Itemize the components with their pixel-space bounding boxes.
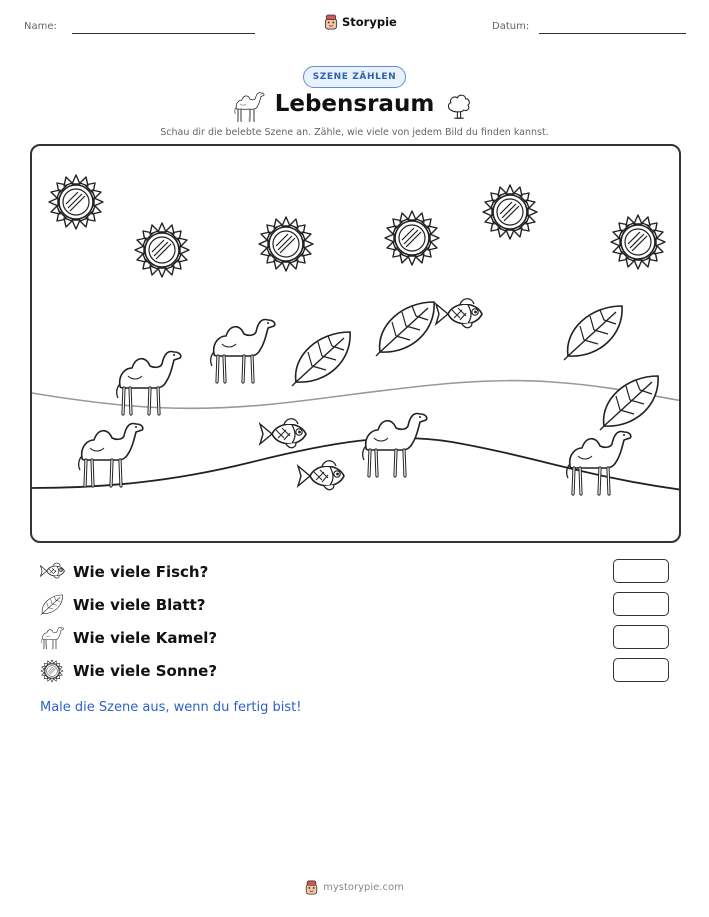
instructions: Schau dir die belebte Szene an. Zähle, wie viele von jedem Bild du finden kannst. [160,127,549,138]
leaf-icon [564,306,622,360]
mascot-icon [324,14,338,30]
sun-icon [135,223,189,277]
question-text: Wie viele Kamel? [73,629,218,647]
answer-box-camel[interactable] [613,625,669,649]
leaf-icon [600,376,658,430]
answer-box-fish[interactable] [613,559,669,583]
scene-frame [30,144,681,543]
page-title: Lebensraum [274,91,435,117]
sun-icon [385,211,439,265]
footer-url: mystorypie.com [323,882,404,893]
question-row-sun [40,658,670,684]
date-line[interactable] [539,33,686,34]
fish-icon [298,461,344,490]
sun-icon [611,215,665,269]
name-line[interactable] [72,33,255,34]
answer-box-sun[interactable] [613,658,669,682]
footer [0,880,709,895]
question-text: Wie viele Fisch? [73,563,209,581]
sun-icon [40,659,64,683]
date-label: Datum: [492,21,530,32]
answer-box-leaf[interactable] [613,592,669,616]
fish-icon [40,560,66,582]
name-label: Name: [24,21,57,32]
camel-icon [211,320,275,383]
leaf-icon [40,593,64,617]
question-row-fish [40,559,670,585]
category-badge: SZENE ZÄHLEN [303,66,406,88]
question-text: Wie viele Blatt? [73,596,206,614]
question-text: Wie viele Sonne? [73,662,218,680]
leaf-icon [292,332,350,386]
sun-icon [483,185,537,239]
camel-icon [363,414,427,477]
sun-icon [259,217,313,271]
leaf-icon [376,302,434,356]
camel-icon [567,432,631,495]
fish-icon [260,419,306,448]
brand-name: Storypie [342,15,397,29]
coloring-note: Male die Szene aus, wenn du fertig bist! [40,700,302,715]
question-row-leaf [40,592,670,618]
question-row-camel [40,625,670,651]
camel-icon [117,352,181,415]
scene-illustration [32,146,681,543]
camel-icon [79,424,143,487]
fish-icon [436,299,482,328]
brand-logo [324,14,397,30]
mascot-icon [305,880,318,895]
sun-icon [49,175,103,229]
camel-icon [40,626,66,650]
tree-icon [446,91,472,121]
